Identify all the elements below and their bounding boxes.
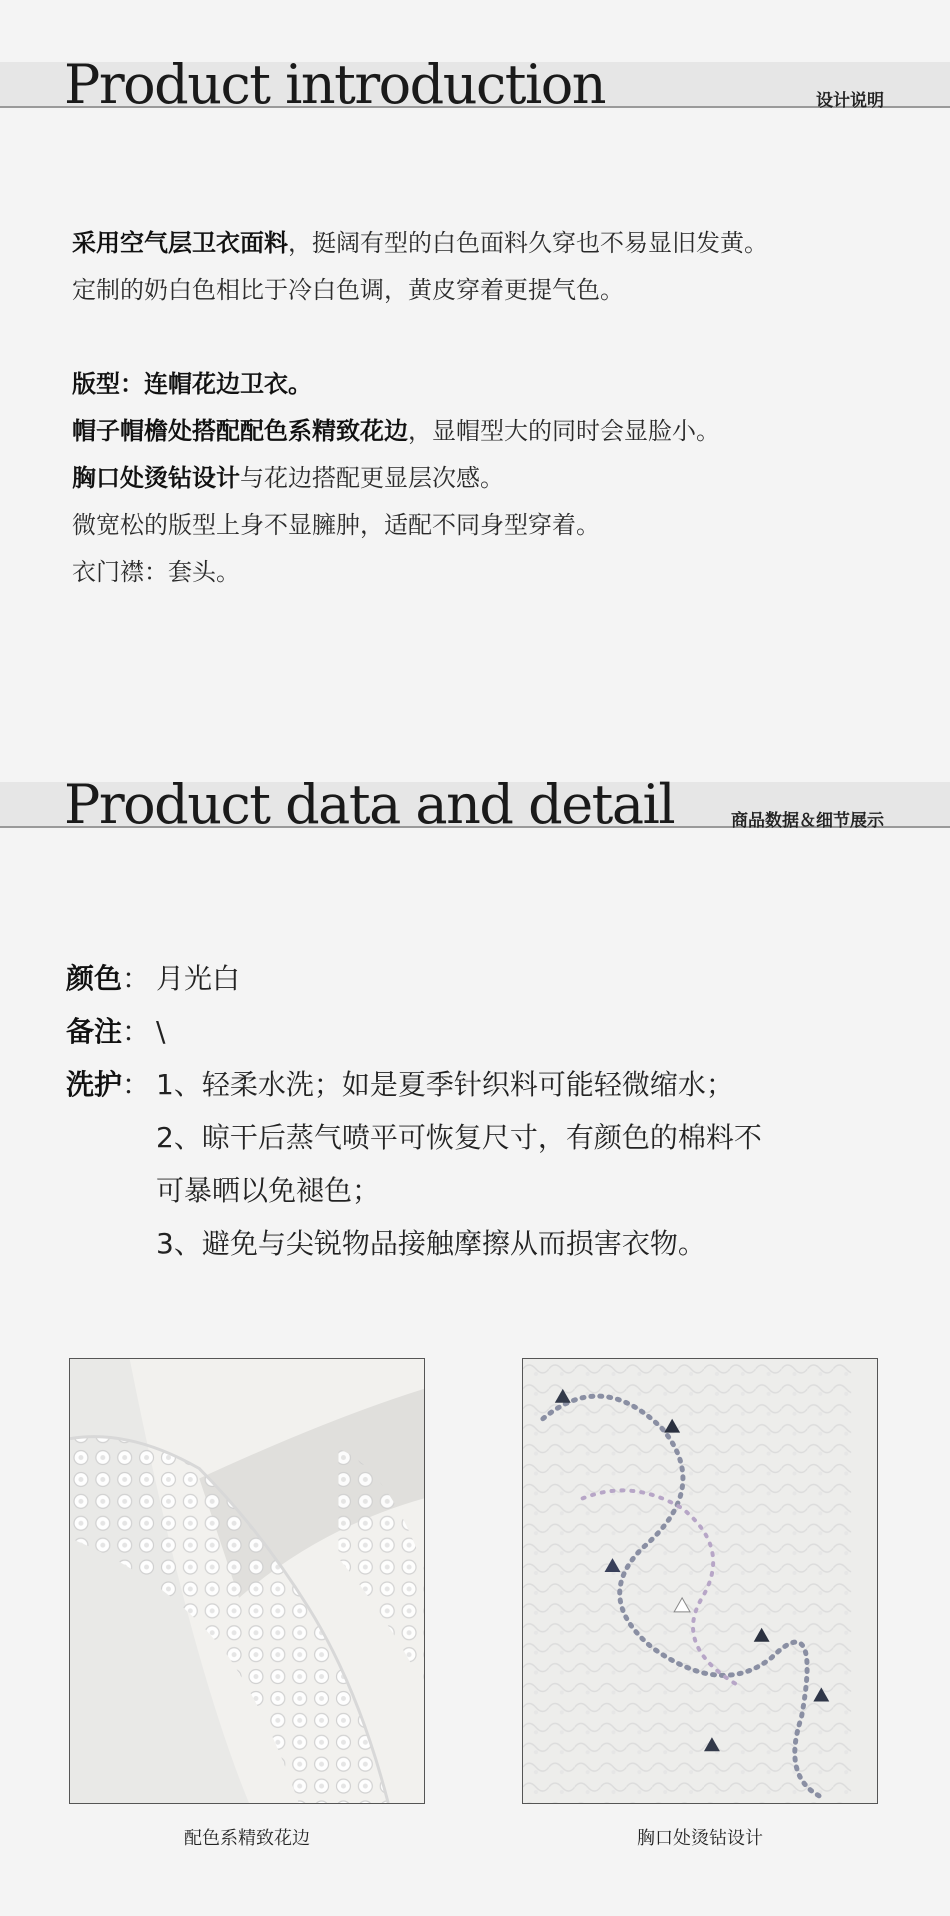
spec-care-row	[66, 1058, 906, 1111]
spec-color-label: 颜色	[66, 962, 123, 995]
spec-note-label: 备注	[66, 1015, 123, 1048]
rhinestone-photo	[522, 1358, 878, 1804]
fit-line: 版型：连帽花边卫衣。	[72, 370, 312, 398]
intro-line-1-rest: ，挺阔有型的白色面料久穿也不易显旧发黄。	[288, 229, 768, 257]
intro-line-5-bold: 胸口处烫钻设计	[72, 464, 240, 492]
spec-care-line-4: 3、避免与尖锐物品接触摩擦从而损害衣物。	[156, 1227, 706, 1260]
intro-line-5	[72, 455, 892, 502]
intro-line-1-bold: 采用空气层卫衣面料	[72, 229, 288, 257]
intro-line-4-bold: 帽子帽檐处搭配配色系精致花边	[72, 417, 408, 445]
section2-subtitle: 商品数据＆细节展示	[731, 811, 884, 831]
lace-trim-photo	[69, 1358, 425, 1804]
section2-title: Product data and detail	[64, 773, 675, 836]
spec-care-line-2: 2、晾干后蒸气喷平可恢复尺寸，有颜色的棉料不	[156, 1121, 762, 1154]
spec-color-value: 月光白	[156, 962, 241, 995]
intro-line-5-rest: 与花边搭配更显层次感。	[240, 464, 504, 492]
rhinestone-caption: 胸口处烫钻设计	[637, 1828, 763, 1849]
intro-line-7: 衣门襟：套头。	[72, 558, 240, 586]
intro-line-6: 微宽松的版型上身不显臃肿，适配不同身型穿着。	[72, 511, 600, 539]
spec-color-row	[66, 952, 906, 1005]
spec-care-line-1: 1、轻柔水洗；如是夏季针织料可能轻微缩水；	[156, 1068, 734, 1101]
section1-title: Product introduction	[64, 53, 606, 116]
spec-note-value: \	[156, 1015, 166, 1048]
intro-line-4-rest: ，显帽型大的同时会显脸小。	[408, 417, 720, 445]
spec-care-colon: ：	[122, 1068, 151, 1101]
intro-line-2: 定制的奶白色相比于冷白色调，黄皮穿着更提气色。	[72, 276, 624, 304]
intro-line-3	[72, 361, 892, 408]
lace-trim-caption: 配色系精致花边	[184, 1828, 310, 1849]
product-spec-list	[66, 952, 906, 1270]
intro-line-1	[72, 220, 892, 267]
intro-line-4	[72, 408, 892, 455]
spec-note-row	[66, 1005, 906, 1058]
spec-care-label: 洗护	[66, 1068, 123, 1101]
spec-note-colon: ：	[122, 1015, 151, 1048]
spec-care-line-3: 可暴晒以免褪色；	[156, 1174, 381, 1207]
product-introduction-text	[72, 220, 892, 596]
spec-color-colon: ：	[122, 962, 151, 995]
section1-subtitle: 设计说明	[816, 91, 884, 111]
